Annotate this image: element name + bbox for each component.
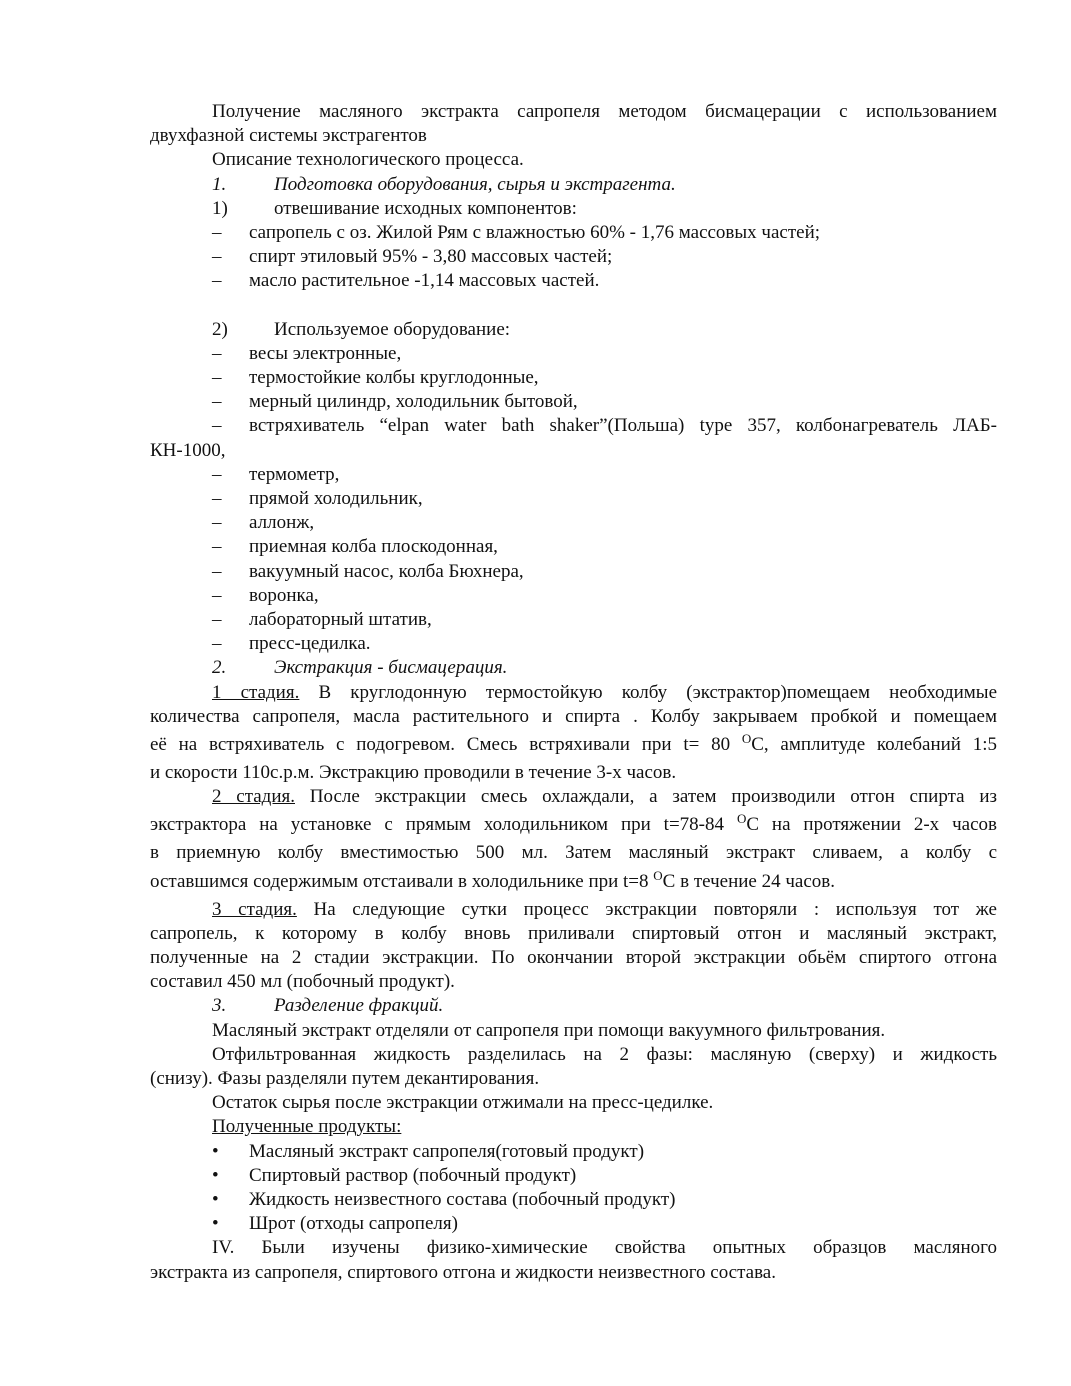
stage-3-line-4: составил 450 мл (побочный продукт). (150, 971, 455, 993)
product-item (150, 1164, 997, 1188)
subsection-1-title: отвешивание исходных компонентов: (274, 197, 577, 219)
list-item-text: прямой холодильник, (249, 488, 423, 510)
list-item (150, 414, 997, 438)
degree-sign: О (653, 867, 663, 883)
section-2-title: Экстракция - бисмацерация. (274, 657, 508, 679)
final-paragraph-line-1: IV. Были изучены физико-химические свойства опытных образцов масляного (212, 1237, 997, 1259)
list-item-text: термометр, (249, 463, 340, 485)
list-item-text: воронка, (249, 584, 319, 606)
section-3-heading (150, 994, 997, 1018)
section-1-heading (150, 173, 997, 197)
subsection-1-number: 1) (212, 197, 228, 219)
stage-3-label: 3 стадия. (212, 898, 297, 920)
dash-marker: – (212, 367, 222, 389)
dash-marker: – (212, 512, 222, 534)
stage-3-text: На следующие сутки процесс экстракции повторяли : используя тот же (313, 898, 997, 920)
stage-1-line-4: и скорости 110с.р.м. Экстракцию проводили в течение 3-х часов. (150, 761, 677, 783)
dash-marker: – (212, 246, 222, 268)
list-item (150, 535, 997, 559)
separation-paragraph-2-line-1: Отфильтрованная жидкость разделилась на 2 фазы: масляную (сверху) и жидкость (212, 1043, 997, 1065)
dash-marker: – (212, 415, 222, 437)
list-item (150, 342, 997, 366)
stage-2-line-3: в приемную колбу вместимостью 500 мл. Затем масляный экстракт сливаем, а колбу с (150, 842, 997, 864)
description-heading: Описание технологического процесса. (212, 149, 524, 171)
list-item-text: спирт этиловый 95% - 3,80 массовых частей; (249, 246, 613, 268)
stage-2-text: экстрактора на установке с прямым холодильником при t=78-84 (150, 814, 725, 836)
list-item-text: приемная колба плоскодонная, (249, 536, 498, 558)
stage-1-text: С, амплитуде колебаний 1:5 (751, 733, 997, 755)
products-heading (150, 1115, 997, 1139)
dash-marker: – (212, 584, 222, 606)
title-line-2: двухфазной системы экстрагентов (150, 125, 427, 147)
stage-2-line-1 (150, 785, 997, 809)
degree-sign: О (736, 811, 747, 827)
list-item-text: встряхиватель “elpan water bath shaker”(Польша) type 357, колбонагреватель ЛАБ- (249, 415, 997, 437)
dash-marker: – (212, 609, 222, 630)
list-item (150, 463, 997, 487)
products-heading-text: Полученные продукты: (212, 1116, 402, 1138)
dash-marker: – (212, 633, 222, 655)
section-3-number: 3. (212, 995, 227, 1017)
bullet-marker: • (212, 1140, 219, 1162)
stage-1-text: В круглодонную термостойкую колбу (экстрактор)помещаем необходимые (318, 681, 997, 703)
stage-1-line-3 (150, 729, 997, 761)
list-item-text: мерный цилиндр, холодильник бытовой, (249, 391, 578, 413)
separation-paragraph-2-line-2: (снизу). Фазы разделяли путем декантирования. (150, 1067, 540, 1089)
list-item (150, 269, 997, 293)
list-item-text: весы электронные, (249, 342, 402, 364)
dash-marker: – (212, 536, 222, 558)
list-item-text: пресс-цедилка. (249, 633, 371, 655)
list-item (150, 221, 997, 245)
list-item (150, 632, 997, 656)
subsection-1-heading (150, 197, 997, 221)
list-item (150, 366, 997, 390)
stage-2-text: С в течение 24 часов. (662, 870, 835, 892)
product-item-text: Масляный экстракт сапропеля(готовый продукт) (249, 1140, 645, 1162)
stage-3-line-2: сапропель, к которому в колбу вновь приливали спиртовый отгон и масляный экстракт, (150, 922, 997, 944)
section-1-number: 1. (212, 173, 227, 195)
dash-marker: – (212, 270, 222, 292)
stage-1-line-1 (150, 681, 997, 705)
section-2-number: 2. (212, 657, 227, 679)
stage-2-line-2 (150, 809, 997, 841)
list-item-text: аллонж, (249, 512, 315, 534)
product-item-text: Спиртовый раствор (побочный продукт) (249, 1164, 577, 1186)
list-item (150, 511, 997, 535)
dash-marker: – (212, 342, 222, 364)
list-item (150, 560, 997, 584)
list-item (150, 584, 997, 608)
product-item-text: Жидкость неизвестного состава (побочный продукт) (249, 1188, 676, 1210)
dash-marker: – (212, 221, 222, 243)
section-1-title: Подготовка оборудования, сырья и экстрагента. (274, 173, 676, 195)
list-item-text: сапропель с оз. Жилой Рям с влажностью 60% - 1,76 массовых частей; (249, 221, 821, 243)
bullet-marker: • (212, 1164, 219, 1186)
stage-1-text: её на встряхиватель с подогревом. Смесь встряхивали при t= 80 (150, 733, 731, 755)
list-item-text: термостойкие колбы круглодонные, (249, 367, 539, 389)
section-3-title: Разделение фракций. (274, 995, 444, 1017)
spacer (150, 294, 997, 318)
dash-marker: – (212, 463, 222, 485)
stage-1-line-2: количества сапропеля, масла растительного и спирта . Колбу закрываем пробкой и помещаем (150, 705, 997, 727)
final-paragraph-line-2: экстракта из сапропеля, спиртового отгона и жидкости неизвестного состава. (150, 1261, 776, 1283)
stage-1-label: 1 стадия. (212, 681, 300, 703)
bullet-marker: • (212, 1188, 219, 1210)
stage-2-text: С на протяжении 2-х часов (746, 814, 997, 836)
document-body (150, 100, 997, 1285)
list-item (150, 608, 997, 632)
stage-3-line-3: полученные на 2 стадии экстракции. По окончании второй экстракции обьём спиртого отгона (150, 946, 997, 968)
section-2-heading (150, 656, 997, 680)
list-item (150, 487, 997, 511)
product-item (150, 1140, 997, 1164)
dash-marker: – (212, 391, 222, 413)
list-item-text: лабораторный штатив, (249, 609, 432, 630)
list-item (150, 390, 997, 414)
subsection-2-heading (150, 318, 997, 342)
list-item (150, 245, 997, 269)
subsection-2-number: 2) (212, 318, 228, 340)
stage-2-label: 2 стадия. (212, 786, 295, 808)
bullet-marker: • (212, 1213, 219, 1235)
dash-marker: – (212, 488, 222, 510)
stage-2-text: оставшимся содержимым отстаивали в холодильнике при t=8 (150, 870, 649, 892)
list-item-continuation: КН-1000, (150, 439, 226, 461)
dash-marker: – (212, 560, 222, 582)
stage-2-text: После экстракции смесь охлаждали, а затем производили отгон спирта из (309, 786, 997, 808)
separation-paragraph-3: Остаток сырья после экстракции отжимали на пресс-цедилке. (212, 1092, 714, 1114)
title-line-1: Получение масляного экстракта сапропеля методом бисмацерации с использованием (212, 101, 997, 122)
list-item-text: масло растительное -1,14 массовых частей. (249, 270, 600, 292)
separation-paragraph-1: Масляный экстракт отделяли от сапропеля при помощи вакуумного фильтрования. (212, 1019, 886, 1041)
product-item-text: Шрот (отходы сапропеля) (249, 1213, 458, 1235)
subsection-2-title: Используемое оборудование: (274, 318, 511, 340)
degree-sign: О (741, 730, 752, 746)
list-item-text: вакуумный насос, колба Бюхнера, (249, 560, 524, 582)
stage-2-line-4 (150, 866, 997, 898)
product-item (150, 1188, 997, 1212)
stage-3-line-1 (150, 898, 997, 922)
product-item (150, 1212, 997, 1236)
